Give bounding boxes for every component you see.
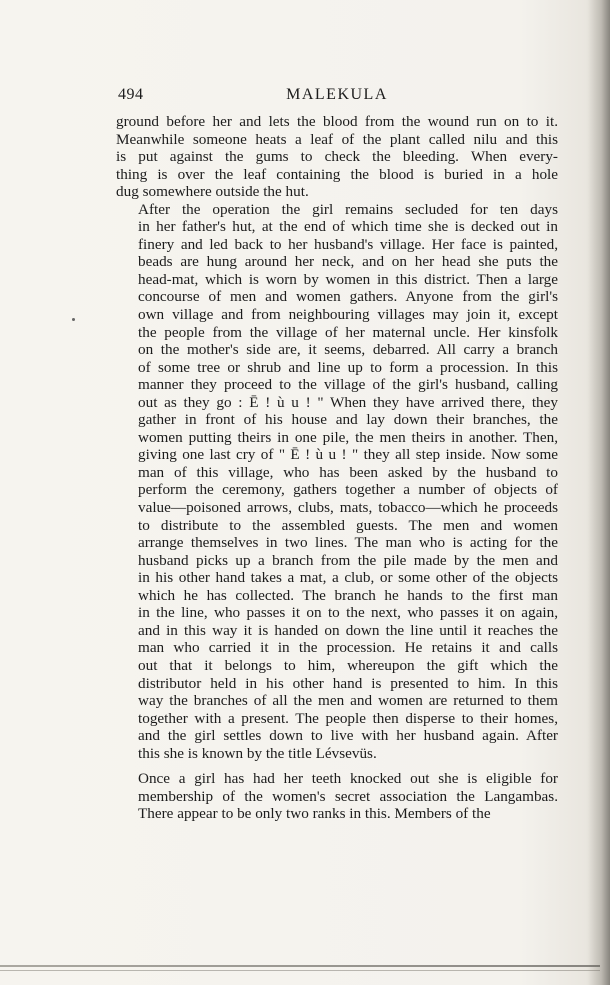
text-line: and the girl settles down to live with her husband again. After (138, 727, 558, 745)
text-line: giving one last cry of " Ē ! ù u ! " they all step inside. Now some (138, 446, 558, 464)
text-line: in her father's hut, at the end of which time she is decked out in (138, 218, 558, 236)
text-line: in his other hand takes a mat, a club, or some other of the objects (138, 569, 558, 587)
page-number: 494 (118, 86, 144, 103)
text-line: manner they proceed to the village of the girl's husband, calling (138, 376, 558, 394)
text-line: own village and from neighbouring villages may join it, except (138, 306, 558, 324)
text-line: out as they go : Ē ! ù u ! " When they have arrived there, they (138, 393, 558, 411)
text-line: husband picks up a branch from the pile made by the men and (138, 551, 558, 569)
text-line: on the mother's side are, it seems, debarred. All carry a branch (138, 341, 558, 359)
text-line: finery and led back to her husband's village. Her face is painted, (138, 235, 558, 253)
text-line: There appear to be only two ranks in this. Members of the (138, 805, 491, 823)
text-line: value—poisoned arrows, clubs, mats, tobacco—which he proceeds (138, 499, 558, 517)
text-line: the people from the village of her maternal uncle. Her kinsfolk (138, 323, 558, 341)
paragraph (116, 770, 558, 823)
text-line: Meanwhile someone heats a leaf of the plant called nilu and this (116, 130, 558, 148)
text-line: perform the ceremony, gathers together a number of objects of (138, 481, 558, 499)
text-line: this she is known by the title Lévsevüs. (138, 744, 377, 762)
text-line: Once a girl has had her teeth knocked out she is eligible for (138, 770, 558, 788)
text-line: and in this way it is handed on down the line until it reaches the (138, 621, 558, 639)
text-line: dug somewhere outside the hut. (116, 183, 309, 201)
text-line: membership of the women's secret association the Langambas. (138, 787, 558, 805)
text-line: women putting theirs in one pile, the men theirs in another. Then, (138, 428, 558, 446)
body-text (116, 113, 558, 823)
text-line: concourse of men and women gathers. Anyone from the girl's (138, 288, 558, 306)
text-line: to distribute to the assembled guests. The men and women (138, 516, 558, 534)
text-line: way the branches of all the men and women are returned to them (138, 692, 558, 710)
text-line: gather in front of his house and lay down their branches, the (138, 411, 558, 429)
text-line: man who carried it in the procession. He retains it and calls (138, 639, 558, 657)
text-line: arrange themselves in two lines. The man who is acting for the (138, 534, 558, 552)
text-line: is put against the gums to check the bleeding. When every- (116, 148, 558, 166)
text-line: man of this village, who has been asked by the husband to (138, 463, 558, 481)
paragraph (116, 201, 558, 763)
text-line: distributor held in his other hand is presented to him. In this (138, 674, 558, 692)
text-line: together with a present. The people then disperse to their homes, (138, 709, 558, 727)
scan-bottom-edge (0, 965, 600, 967)
page-header (118, 86, 556, 108)
text-line: out that it belongs to him, whereupon the gift which the (138, 656, 558, 674)
text-line: of some tree or shrub and line up to form a procession. In this (138, 358, 558, 376)
text-line: After the operation the girl remains secluded for ten days (138, 200, 558, 218)
text-line: in the line, who passes it on to the next, who passes it on again, (138, 604, 558, 622)
paragraph (116, 113, 558, 201)
text-line: which he has collected. The branch he hands to the first man (138, 586, 558, 604)
page-edge-shadow (588, 0, 610, 985)
scan-speck (72, 318, 75, 321)
running-head: MALEKULA (286, 86, 388, 103)
text-line: beads are hung around her neck, and on her head she puts the (138, 253, 558, 271)
text-line: ground before her and lets the blood from the wound run on to it. (116, 113, 558, 130)
text-line: head-mat, which is worn by women in this district. Then a large (138, 270, 558, 288)
text-line: thing is over the leaf containing the blood is buried in a hole (116, 165, 558, 183)
scan-bottom-edge-line (0, 970, 600, 971)
